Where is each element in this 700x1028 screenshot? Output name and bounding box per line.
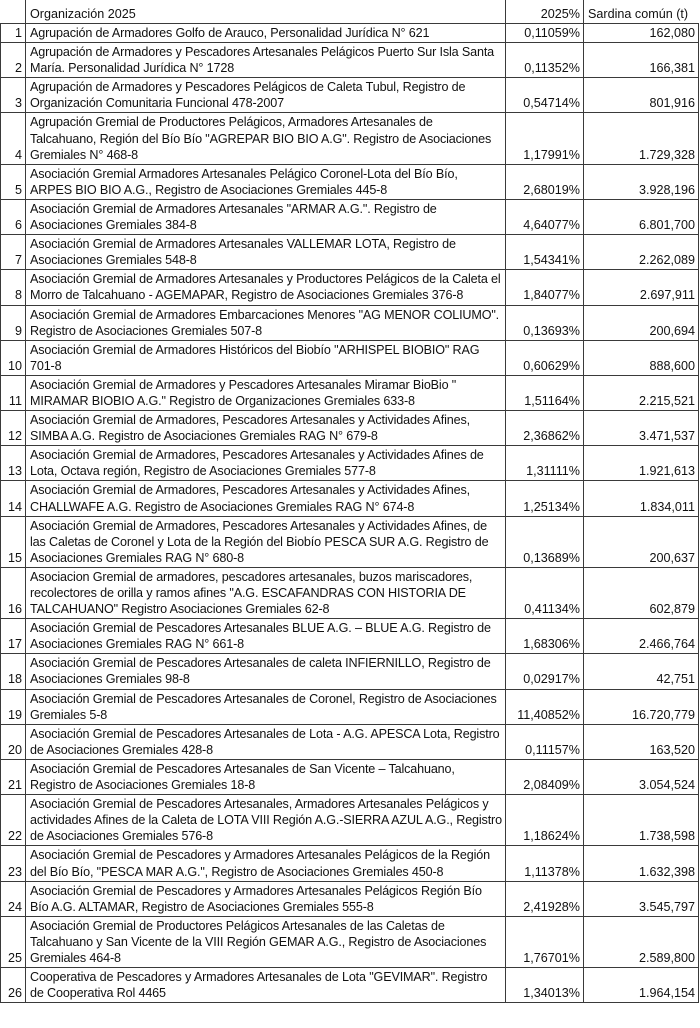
sardina-tonnage: 3.928,196 [584,164,699,199]
organization-name: Asociación Gremial de Armadores Artesanales y Productores Pelágicos de la Caleta el Morro de Talcahuano - AGEMAPAR, Registro de Asociaciones Gremiales 376-8 [26,270,506,305]
percent-value: 11,40852% [506,689,584,724]
table-row [1,481,699,516]
percent-value: 2,68019% [506,164,584,199]
organization-name: Asociación Gremial de Pescadores Artesanales BLUE A.G. – BLUE A.G. Registro de Asociaciones Gremiales RAG N° 661-8 [26,619,506,654]
sardina-tonnage: 2.589,800 [584,916,699,967]
sardina-tonnage: 166,381 [584,43,699,78]
sardina-tonnage: 1.964,154 [584,968,699,1003]
sardina-tonnage: 3.545,797 [584,881,699,916]
header-sardina: Sardina común (t) [584,0,699,24]
organization-name: Asociación Gremial de Productores Pelágicos Artesanales de las Caletas de Talcahuano y San Vicente de la VIII Región GEMAR A.G., Registro de Asociaciones Gremiales 464-8 [26,916,506,967]
row-number: 8 [1,270,26,305]
percent-value: 1,18624% [506,795,584,846]
header-percent: 2025% [506,0,584,24]
row-number: 21 [1,759,26,794]
table-row [1,759,699,794]
sardina-tonnage: 3.471,537 [584,411,699,446]
organization-name: Cooperativa de Pescadores y Armadores Artesanales de Lota "GEVIMAR". Registro de Cooperativa Rol 4465 [26,968,506,1003]
row-number: 23 [1,846,26,881]
organization-name: Agrupación de Armadores y Pescadores Pelágicos de Caleta Tubul, Registro de Organización Comunitaria Funcional 478-2007 [26,78,506,113]
percent-value: 1,51164% [506,375,584,410]
sardina-tonnage: 602,879 [584,567,699,618]
table-row [1,846,699,881]
percent-value: 0,02917% [506,654,584,689]
row-number: 12 [1,411,26,446]
table-row [1,305,699,340]
header-row [1,0,699,24]
organization-name: Agrupación Gremial de Productores Pelágicos, Armadores Artesanales de Talcahuano, Región del Bío Bío "AGREPAR BIO BIO A.G". Registro de Asociaciones Gremiales N° 468-8 [26,113,506,164]
row-number: 3 [1,78,26,113]
percent-value: 1,11378% [506,846,584,881]
sardina-tonnage: 2.466,764 [584,619,699,654]
percent-value: 0,11059% [506,24,584,43]
table-row [1,516,699,567]
row-number: 26 [1,968,26,1003]
percent-value: 0,11157% [506,724,584,759]
table-row [1,567,699,618]
organization-name: Asociacion Gremial de armadores, pescadores artesanales, buzos mariscadores, recolectores de orilla y ramos afines "A.G. ESCAFANDRAS CON HISTORIA DE TALCAHUANO" Registro Asociaciones Gremiales 62-8 [26,567,506,618]
sardina-tonnage: 6.801,700 [584,199,699,234]
organization-name: Asociación Gremial Armadores Artesanales Pelágico Coronel-Lota del Bío Bío, ARPES BIO BIO A.G., Registro de Asociaciones Gremiales 445-8 [26,164,506,199]
row-number: 18 [1,654,26,689]
table-row [1,375,699,410]
sardina-tonnage: 1.632,398 [584,846,699,881]
sardina-tonnage: 2.262,089 [584,235,699,270]
table-row [1,235,699,270]
row-number: 6 [1,199,26,234]
table-row [1,446,699,481]
percent-value: 0,54714% [506,78,584,113]
header-organization: Organización 2025 [26,0,506,24]
percent-value: 0,41134% [506,567,584,618]
sardina-tonnage: 801,916 [584,78,699,113]
sardina-tonnage: 42,751 [584,654,699,689]
row-number: 7 [1,235,26,270]
row-number: 10 [1,340,26,375]
table-row [1,43,699,78]
row-number: 25 [1,916,26,967]
row-number: 9 [1,305,26,340]
organization-name: Asociación Gremial de Armadores, Pescadores Artesanales y Actividades Afines, SIMBA A.G. Registro de Asociaciones Gremiales RAG N° 679-8 [26,411,506,446]
percent-value: 1,76701% [506,916,584,967]
organization-name: Agrupación de Armadores y Pescadores Artesanales Pelágicos Puerto Sur Isla Santa María. Personalidad Jurídica N° 1728 [26,43,506,78]
table-row [1,619,699,654]
sardina-tonnage: 1.738,598 [584,795,699,846]
table-row [1,199,699,234]
sardina-tonnage: 163,520 [584,724,699,759]
table-row [1,795,699,846]
percent-value: 1,84077% [506,270,584,305]
sardina-tonnage: 200,694 [584,305,699,340]
row-number: 11 [1,375,26,410]
percent-value: 1,25134% [506,481,584,516]
percent-value: 1,68306% [506,619,584,654]
row-number: 24 [1,881,26,916]
organization-name: Asociación Gremial de Pescadores Artesanales de Coronel, Registro de Asociaciones Gremiales 5-8 [26,689,506,724]
table-row [1,689,699,724]
sardina-tonnage: 200,637 [584,516,699,567]
percent-value: 1,31111% [506,446,584,481]
organization-name: Asociación Gremial de Armadores Artesanales VALLEMAR LOTA, Registro de Asociaciones Gremiales 548-8 [26,235,506,270]
row-number: 5 [1,164,26,199]
row-number: 22 [1,795,26,846]
row-number: 15 [1,516,26,567]
row-number: 4 [1,113,26,164]
organization-name: Asociación Gremial de Armadores y Pescadores Artesanales Miramar BioBio " MIRAMAR BIOBIO A.G." Registro de Organizaciones Gremiales 633-8 [26,375,506,410]
table-row [1,24,699,43]
percent-value: 1,17991% [506,113,584,164]
organization-name: Asociación Gremial de Pescadores Artesanales de San Vicente – Talcahuano, Registro de Asociaciones Gremiales 18-8 [26,759,506,794]
row-number: 1 [1,24,26,43]
sardina-tonnage: 1.921,613 [584,446,699,481]
organization-name: Asociación Gremial de Pescadores Artesanales de Lota - A.G. APESCA Lota, Registro de Asociaciones Gremiales 428-8 [26,724,506,759]
organization-name: Asociación Gremial de Armadores, Pescadores Artesanales y Actividades Afines, CHALLWAFE A.G. Registro de Asociaciones Gremiales RAG N° 674-8 [26,481,506,516]
table-row [1,724,699,759]
organization-name: Asociación Gremial de Pescadores y Armadores Artesanales Pelágicos de la Región del Bío Bío, "PESCA MAR A.G.", Registro de Asociaciones Gremiales 450-8 [26,846,506,881]
table-row [1,881,699,916]
row-number: 17 [1,619,26,654]
table-row [1,411,699,446]
percent-value: 0,13693% [506,305,584,340]
organization-name: Asociación Gremial de Armadores, Pescadores Artesanales y Actividades Afines, de las Caletas de Coronel y Lota de la Región del Biobío PESCA SUR A.G. Registro de Asociaciones Gremiales RAG N° 680-8 [26,516,506,567]
sardina-tonnage: 162,080 [584,24,699,43]
sardina-tonnage: 1.729,328 [584,113,699,164]
sardina-tonnage: 16.720,779 [584,689,699,724]
table-row [1,164,699,199]
row-number: 14 [1,481,26,516]
organization-name: Asociación Gremial de Armadores, Pescadores Artesanales y Actividades Afines de Lota, Octava región, Registro de Asociaciones Gremiales 577-8 [26,446,506,481]
organization-name: Asociación Gremial de Pescadores Artesanales de caleta INFIERNILLO, Registro de Asociaciones Gremiales 98-8 [26,654,506,689]
table-row [1,340,699,375]
table-row [1,270,699,305]
row-number: 19 [1,689,26,724]
percent-value: 1,34013% [506,968,584,1003]
row-number: 20 [1,724,26,759]
table-row [1,113,699,164]
table-row [1,654,699,689]
organization-name: Asociación Gremial de Pescadores Artesanales, Armadores Artesanales Pelágicos y actividades Afines de la Caleta de LOTA VIII Región A.G.-SIERRA AZUL A.G., Registro de Asociaciones Gremiales 576-8 [26,795,506,846]
percent-value: 2,41928% [506,881,584,916]
organization-name: Asociación Gremial de Armadores Embarcaciones Menores "AG MENOR COLIUMO". Registro de Asociaciones Gremiales 507-8 [26,305,506,340]
table-row [1,968,699,1003]
table-body [1,24,699,1003]
table-row [1,916,699,967]
percent-value: 0,60629% [506,340,584,375]
percent-value: 2,08409% [506,759,584,794]
sardina-tonnage: 2.215,521 [584,375,699,410]
percent-value: 2,36862% [506,411,584,446]
organization-name: Asociación Gremial de Armadores Históricos del Biobío "ARHISPEL BIOBIO" RAG 701-8 [26,340,506,375]
sardina-tonnage: 888,600 [584,340,699,375]
percent-value: 4,64077% [506,199,584,234]
row-number: 13 [1,446,26,481]
percent-value: 0,11352% [506,43,584,78]
row-number: 2 [1,43,26,78]
percent-value: 0,13689% [506,516,584,567]
organization-name: Agrupación de Armadores Golfo de Arauco, Personalidad Jurídica N° 621 [26,24,506,43]
percent-value: 1,54341% [506,235,584,270]
sardina-tonnage: 1.834,011 [584,481,699,516]
sardina-tonnage: 3.054,524 [584,759,699,794]
header-number [1,0,26,24]
table-row [1,78,699,113]
organization-name: Asociación Gremial de Armadores Artesanales "ARMAR A.G.". Registro de Asociaciones Gremiales 384-8 [26,199,506,234]
row-number: 16 [1,567,26,618]
sardina-tonnage: 2.697,911 [584,270,699,305]
organization-name: Asociación Gremial de Pescadores y Armadores Artesanales Pelágicos Región Bío Bío A.G. ALTAMAR, Registro de Asociaciones Gremiales 555-8 [26,881,506,916]
